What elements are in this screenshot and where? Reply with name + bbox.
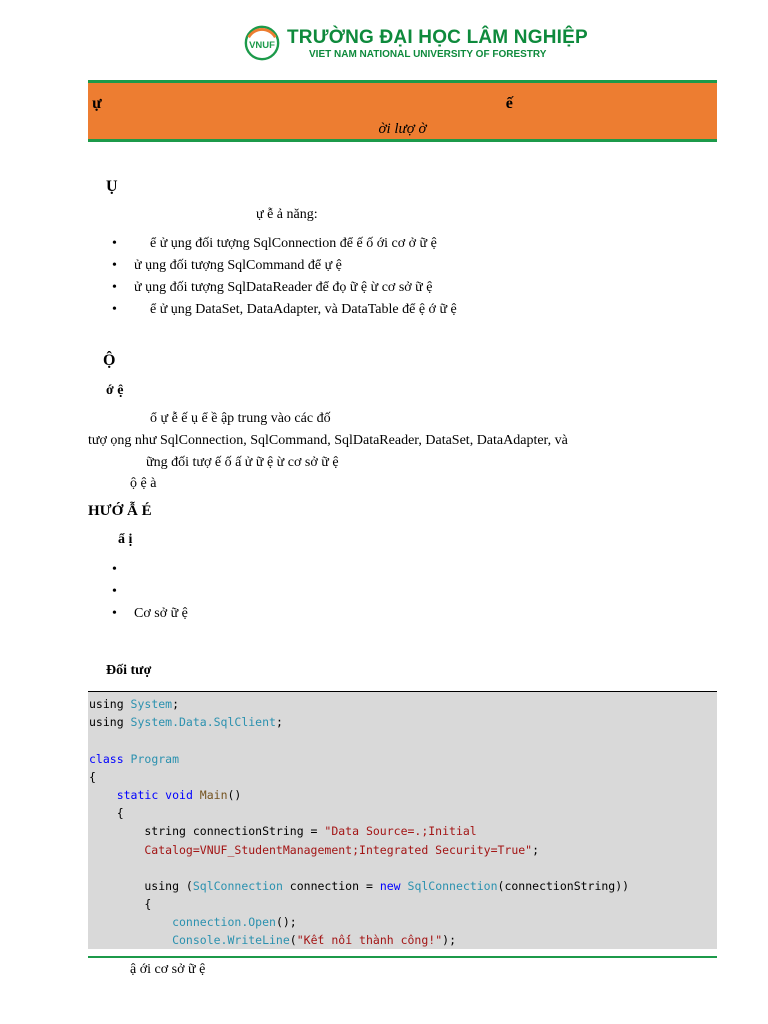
code-line bbox=[89, 859, 717, 877]
list-item: ử ụng đối tượng SqlCommand để ự ệ bbox=[134, 258, 342, 273]
code-token: using bbox=[89, 715, 131, 730]
code-line bbox=[89, 804, 717, 822]
list-item: ể ử ụng DataSet, DataAdapter, và DataTable để ệ ớ ữ ệ bbox=[150, 302, 457, 317]
code-line bbox=[89, 731, 717, 749]
bullet-dot: • bbox=[112, 236, 117, 251]
section1-intro: ự ễ ả năng: bbox=[256, 207, 318, 222]
code-line bbox=[89, 895, 717, 913]
bullet-dot: • bbox=[112, 302, 117, 317]
code-token: "Kết nối thành công!" bbox=[296, 933, 443, 948]
university-name-en: VIET NAM NATIONAL UNIVERSITY OF FORESTRY bbox=[309, 48, 547, 60]
code-token: (); bbox=[275, 915, 297, 930]
code-line bbox=[89, 713, 717, 731]
code-token: connection = bbox=[282, 878, 380, 893]
code-token: class bbox=[89, 751, 131, 766]
code-token: System.Data.SqlClient bbox=[130, 715, 276, 730]
section1-heading: Ụ bbox=[106, 178, 118, 195]
section3-heading: HƯỚ Ẫ É bbox=[88, 503, 152, 519]
code-line bbox=[89, 841, 717, 859]
bullet-dot: • bbox=[112, 606, 117, 621]
code-line bbox=[89, 695, 717, 713]
paragraph-line: ững đối tượ ế ố ấ ử ữ ệ ừ cơ sở ữ ệ bbox=[146, 455, 339, 470]
title-banner bbox=[88, 80, 717, 142]
code-token: System bbox=[130, 697, 173, 711]
svg-text:VNUF: VNUF bbox=[249, 39, 275, 51]
banner-title: ự ế bbox=[92, 95, 713, 112]
code-token: using ( bbox=[89, 878, 193, 893]
section3-subheading: ẩ ị bbox=[118, 532, 133, 547]
paragraph-line: ộ ệ à bbox=[130, 476, 157, 491]
university-logo-icon bbox=[243, 24, 281, 62]
code-token: void bbox=[165, 787, 200, 802]
code-token: ); bbox=[442, 933, 456, 948]
code-token: ; bbox=[532, 842, 540, 857]
code-token: connection.Open bbox=[89, 915, 276, 930]
code-line bbox=[89, 822, 717, 840]
code-line bbox=[89, 786, 717, 804]
bullet-dot: • bbox=[112, 584, 117, 599]
code-token: Catalog=VNUF_StudentManagement;Integrated Security=True" bbox=[89, 842, 533, 857]
code-token: using bbox=[89, 697, 131, 711]
university-header bbox=[243, 18, 588, 68]
section4-heading: Đối tượ bbox=[106, 663, 152, 678]
code-token: ; bbox=[275, 715, 283, 730]
code-token: new bbox=[379, 878, 408, 893]
paragraph-line: ổ ự ễ ế ụ ể ề ập trung vào các đố bbox=[150, 411, 331, 426]
code-line bbox=[89, 750, 717, 768]
list-item: ể ử ụng đối tượng SqlConnection để ế ố ới cơ ở ữ ệ bbox=[150, 236, 437, 251]
paragraph-line: tượ ọng như SqlConnection, SqlCommand, SqlDataReader, DataSet, DataAdapter, và bbox=[88, 433, 568, 448]
code-line bbox=[89, 877, 717, 895]
code-token: Main bbox=[199, 787, 228, 802]
bullet-dot: • bbox=[112, 258, 117, 273]
code-token: Program bbox=[130, 751, 180, 766]
code-token: { bbox=[89, 897, 152, 912]
code-token: SqlConnection bbox=[407, 878, 498, 893]
code-line bbox=[89, 768, 717, 786]
code-token: Console.WriteLine bbox=[89, 933, 290, 948]
code-token: () bbox=[227, 787, 242, 802]
banner-subtitle: ời lượ ờ bbox=[378, 121, 427, 137]
code-token: (connectionString)) bbox=[497, 878, 630, 893]
code-token bbox=[89, 788, 117, 802]
code-token: ; bbox=[172, 697, 180, 711]
list-item: Cơ sở ữ ệ bbox=[134, 606, 188, 621]
bullet-dot: • bbox=[112, 562, 117, 577]
code-line bbox=[89, 913, 717, 931]
code-token: static bbox=[116, 787, 166, 802]
code-token: { bbox=[89, 769, 96, 784]
code-token: string connectionString = bbox=[89, 824, 325, 839]
code-block bbox=[88, 691, 717, 949]
list-item: ử ụng đối tượng SqlDataReader để đọ ữ ệ ừ cơ sở ữ ệ bbox=[134, 280, 433, 295]
code-token: { bbox=[89, 806, 124, 821]
bullet-dot: • bbox=[112, 280, 117, 295]
university-name-vn: TRƯỜNG ĐẠI HỌC LÂM NGHIỆP bbox=[287, 26, 588, 48]
section2-heading: Ộ bbox=[103, 352, 116, 369]
code-token: SqlConnection bbox=[192, 878, 283, 893]
code-caption: ậ ới cơ sở ữ ệ bbox=[130, 962, 206, 977]
section2-subheading: ớ ệ bbox=[106, 383, 124, 398]
code-token: "Data Source=.;Initial bbox=[324, 824, 477, 839]
code-line bbox=[89, 931, 717, 949]
footer-divider bbox=[88, 956, 717, 958]
code-token: ( bbox=[289, 933, 297, 948]
